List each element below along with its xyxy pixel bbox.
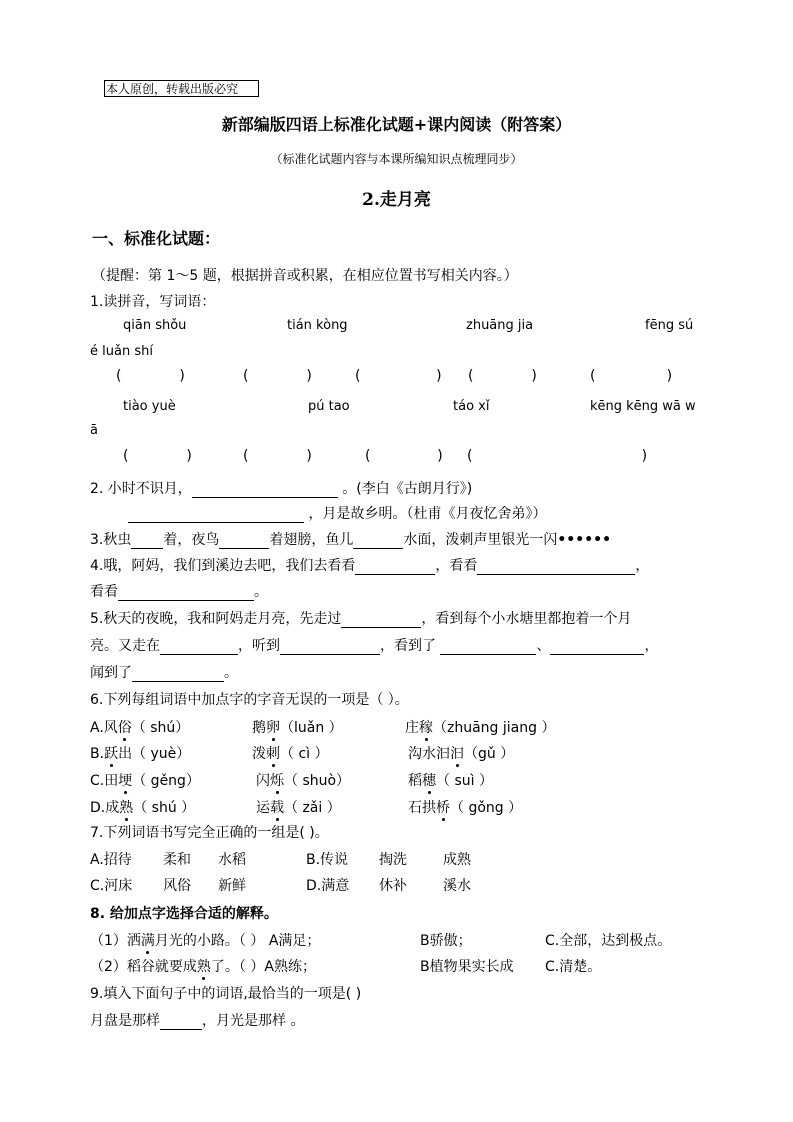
ellipsis: ••••••	[557, 532, 612, 548]
option-text: （ shuò）	[284, 773, 351, 789]
dotted-char: 刺	[266, 746, 280, 762]
q5-text: 5.秋天的夜晚，我和阿妈走月亮，先走过	[90, 611, 342, 627]
q5-text: ，	[644, 638, 659, 654]
q8-choice: B植物果实长成	[420, 959, 514, 975]
answer-blank[interactable]	[355, 559, 435, 575]
lesson-title: 2.走月亮	[362, 190, 431, 210]
copyright-stamp: 本人原创，转载出版必究	[104, 80, 259, 97]
option-text: （ shú ）	[133, 800, 196, 816]
q7-option-b[interactable]: B.传说	[306, 852, 349, 868]
option-text: 稻	[408, 773, 422, 789]
q5-line-2	[90, 635, 658, 655]
q7-option-d[interactable]: D.满意	[306, 878, 350, 894]
pinyin: é luǎn shí	[90, 344, 153, 359]
q1-label: 1.读拼音，写词语：	[90, 294, 216, 310]
q4-text: 4.哦，阿妈，我们到溪边去吧，我们去看看	[90, 558, 356, 574]
q3-text: 着，夜鸟	[163, 532, 220, 548]
option-text: （ zǎi ）	[284, 800, 341, 816]
dotted-char: 烁	[270, 773, 284, 789]
pinyin: fēng sú	[645, 318, 694, 333]
q4-line-2	[90, 581, 268, 601]
pinyin: tiào yuè	[123, 399, 176, 414]
q9-sentence	[90, 1010, 304, 1030]
pinyin: táo xǐ	[453, 399, 490, 414]
q8-text: 月光的小路。（ ） A满足；	[154, 933, 321, 949]
answer-blank[interactable]	[192, 482, 338, 498]
answer-blank[interactable]	[160, 639, 238, 655]
dotted-char: 跃	[104, 746, 119, 762]
answer-blank[interactable]	[160, 1014, 202, 1030]
option-text: 庄	[405, 720, 419, 736]
option-text: 泼	[252, 746, 266, 762]
option-text: D.成	[90, 800, 120, 816]
dotted-char: 埂	[118, 773, 133, 789]
q5-text: ，听到	[238, 638, 280, 654]
answer-blank[interactable]	[280, 639, 380, 655]
option-text: A.风	[90, 720, 118, 736]
q7-word: 掏洗	[379, 852, 407, 868]
q8-text: （2）稻谷就要成	[90, 959, 197, 975]
option-text: （ gǒng ）	[450, 800, 523, 816]
q6-option-b-3	[408, 743, 514, 763]
answer-blank[interactable]	[440, 639, 536, 655]
q6-option-d-3	[408, 797, 522, 817]
q6-option-c[interactable]	[90, 770, 200, 790]
page-subtitle: （标准化试题内容与本课所编知识点梳理同步）	[270, 152, 523, 166]
dotted-char: 卵	[266, 720, 280, 736]
answer-blank[interactable]	[132, 666, 224, 682]
dotted-char: 满	[140, 933, 155, 949]
q6-option-d-2	[256, 797, 341, 817]
pinyin: tián kòng	[287, 318, 348, 333]
answer-paren: ( )	[243, 448, 312, 464]
q8-choice: C.全部，达到极点。	[545, 933, 672, 949]
q5-text: 闻到了	[90, 665, 132, 681]
dotted-char: 熟	[119, 800, 134, 816]
q2-source-1: 。(李白《古朗月行》)	[342, 481, 473, 497]
option-text: （ shú）	[131, 720, 190, 736]
hint-text: （提醒：第 1～5 题，根据拼音或积累，在相应位置书写相关内容。）	[92, 268, 518, 284]
q5-text: ，看到了	[380, 638, 436, 654]
section-heading: 一、标准化试题：	[92, 229, 221, 248]
pinyin: kēng kēng wā w	[590, 399, 696, 414]
q5-text: 。	[224, 665, 238, 681]
option-text: （ suì ）	[436, 773, 493, 789]
q6-option-d[interactable]	[90, 797, 195, 817]
dotted-char: 稼	[419, 720, 433, 736]
answer-paren: ( )	[123, 448, 192, 464]
pinyin: zhuāng jia	[466, 318, 534, 333]
pinyin: pú tao	[308, 399, 350, 414]
q9-text: 月盘是那样	[90, 1013, 160, 1029]
dotted-char: 穗	[422, 773, 436, 789]
option-text: （zhuāng jiang ）	[433, 720, 556, 736]
answer-blank[interactable]	[131, 533, 163, 549]
dotted-char: 熟	[196, 959, 211, 975]
q5-text: ，看到每个小水塘里都抱着一个月	[421, 611, 632, 627]
q4-text: ，看看	[435, 558, 478, 574]
page-title: 新部编版四语上标准化试题+课内阅读（附答案）	[221, 115, 572, 134]
option-text: 出（ yuè）	[118, 746, 191, 762]
dotted-char: 俗	[117, 720, 132, 736]
q7-word: 成熟	[443, 852, 471, 868]
answer-paren: ( )	[590, 368, 673, 384]
answer-blank[interactable]	[341, 612, 421, 628]
dotted-char: 载	[270, 800, 284, 816]
option-text: （luǎn ）	[280, 720, 343, 736]
q5-text: 、	[536, 638, 551, 654]
option-text: 闪	[256, 773, 270, 789]
q8-label: 8. 给加点字选择合适的解释。	[90, 906, 278, 922]
q8-text: （1）洒	[90, 933, 141, 949]
q7-option-c[interactable]: C.河床	[90, 878, 133, 894]
option-text: 运	[256, 800, 270, 816]
q7-word: 新鲜	[218, 878, 246, 894]
dotted-char: 桥	[436, 800, 450, 816]
q4-line-1	[90, 555, 649, 575]
option-text: （gǔ ）	[464, 746, 515, 762]
q6-option-c-3	[408, 770, 493, 790]
dotted-char: 汩	[450, 746, 464, 762]
answer-blank[interactable]	[219, 533, 269, 549]
q5-text: 亮。又走在	[90, 638, 160, 654]
q8-choice: C.清楚。	[545, 959, 602, 975]
pinyin: ā	[90, 423, 98, 438]
answer-paren: ( )	[355, 368, 442, 384]
option-text: B.	[90, 746, 105, 762]
q8-choice: B骄傲；	[420, 933, 472, 949]
q6-option-a-2	[252, 717, 343, 737]
option-text: 石拱	[408, 800, 436, 816]
q7-word: 水稻	[218, 852, 246, 868]
option-text: 沟水汩	[408, 746, 450, 762]
q3-text: 水面，泼刺声里银光一闪	[403, 532, 558, 548]
q7-option-a[interactable]: A.招待	[90, 852, 132, 868]
answer-paren: ( )	[468, 368, 537, 384]
q6-option-c-2	[256, 770, 350, 790]
q3-text: 3.秋虫	[90, 532, 132, 548]
q2-line-2	[128, 503, 546, 523]
answer-paren: ( )	[365, 448, 443, 464]
q3-line	[90, 529, 611, 549]
option-text: （ gěng）	[132, 773, 200, 789]
q6-option-b[interactable]	[90, 743, 190, 763]
answer-paren: ( )	[467, 448, 648, 464]
q7-word: 柔和	[163, 852, 191, 868]
q6-label: 6.下列每组词语中加点字的字音无误的一项是（ ）。	[90, 692, 409, 708]
option-text: （ cì ）	[280, 746, 329, 762]
pinyin: qiān shǒu	[123, 318, 187, 333]
q4-text: 看看	[90, 584, 118, 600]
q4-text: ，	[635, 558, 650, 574]
q2-line-1	[90, 478, 472, 498]
answer-blank[interactable]	[128, 507, 304, 523]
q5-line-3	[90, 662, 238, 682]
q7-word: 风俗	[163, 878, 191, 894]
q6-option-a-3	[405, 717, 555, 737]
option-text: C.田	[90, 773, 119, 789]
q7-word: 溪水	[443, 878, 471, 894]
option-text: 鹅	[252, 720, 266, 736]
q8-item-2	[90, 956, 316, 976]
q8-item-1	[90, 930, 320, 950]
answer-paren: ( )	[116, 368, 185, 384]
q7-word: 休补	[379, 878, 407, 894]
q6-option-b-2	[252, 743, 329, 763]
q2-label: 2. 小时不识月，	[90, 481, 192, 497]
q9-label: 9.填入下面句子中的词语,最恰当的一项是( )	[90, 986, 362, 1002]
answer-blank[interactable]	[353, 533, 403, 549]
q5-line-1	[90, 608, 631, 628]
q9-text: ，月光是那样 。	[202, 1013, 305, 1029]
answer-blank[interactable]	[477, 559, 635, 575]
q8-text: 了。（ ）A熟练；	[210, 959, 316, 975]
answer-blank[interactable]	[550, 639, 644, 655]
q7-label: 7.下列词语书写完全正确的一组是( )。	[90, 825, 329, 841]
answer-paren: ( )	[243, 368, 312, 384]
q6-option-a[interactable]	[90, 717, 189, 737]
q2-source-2: ，月是故乡明。（杜甫《月夜忆舍弟》）	[308, 506, 547, 522]
q3-text: 着翅膀，鱼儿	[269, 532, 354, 548]
q4-text: 。	[254, 584, 268, 600]
answer-blank[interactable]	[118, 585, 254, 601]
